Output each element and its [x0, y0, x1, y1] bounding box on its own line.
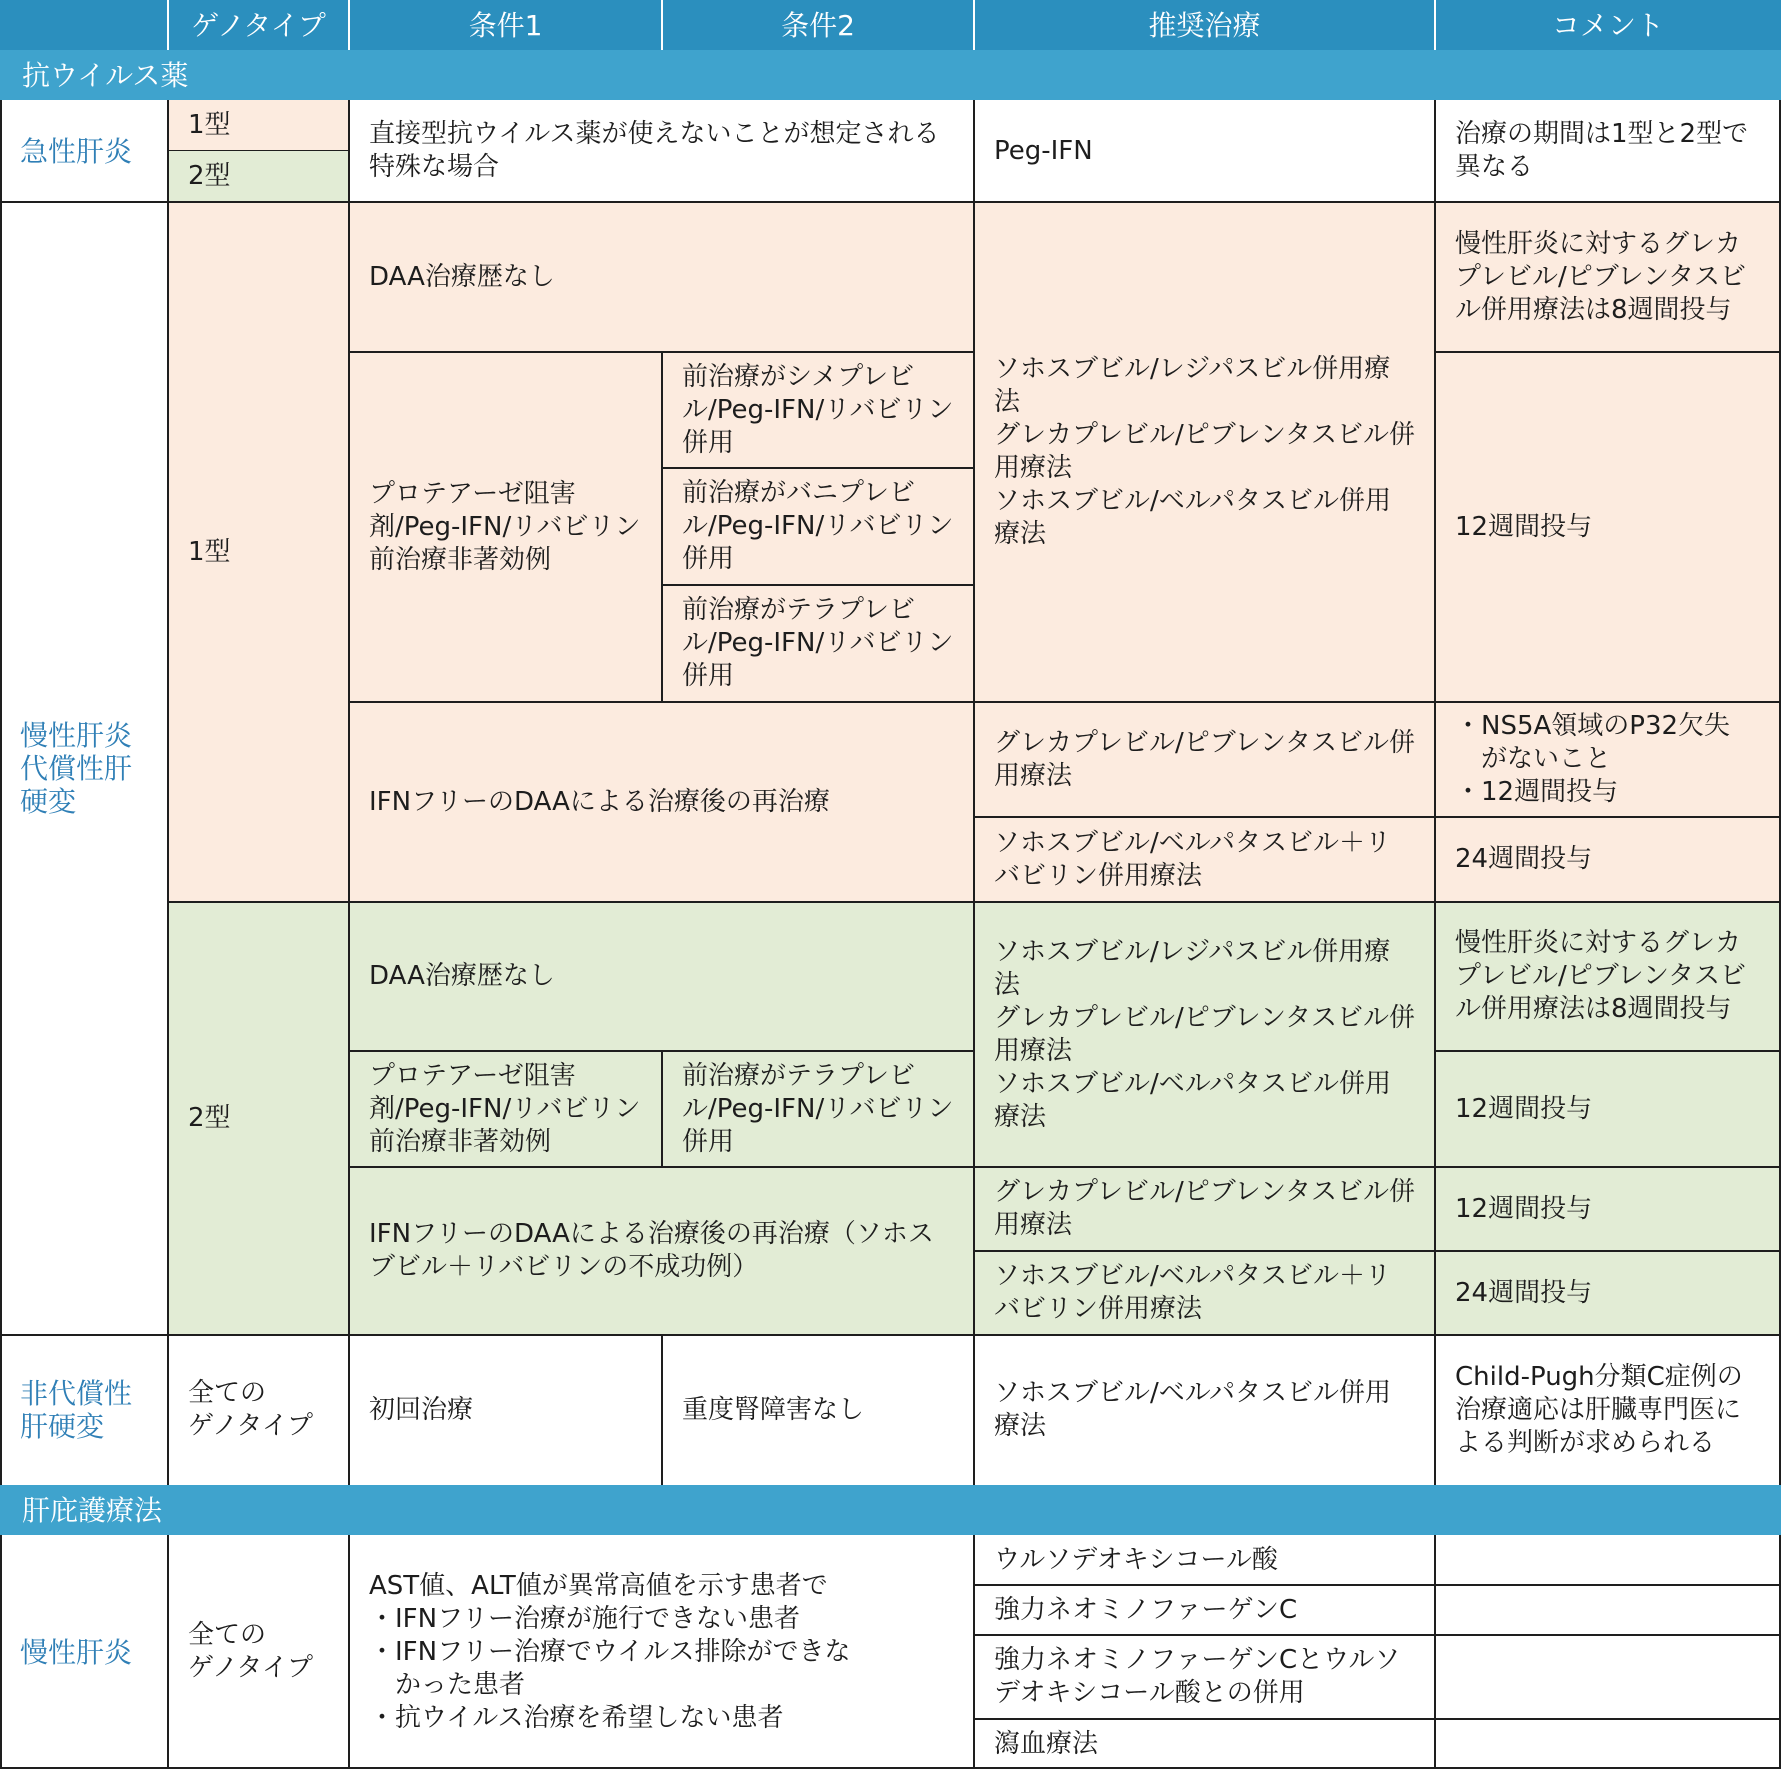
protect-treatment-snmc: 強力ネオミノファーゲンC: [974, 1585, 1435, 1635]
grid-line: [1435, 1050, 1781, 1052]
disease-acute-hepatitis: 急性肝炎: [0, 100, 168, 202]
grid-line: [662, 467, 974, 469]
g2-retreatment-treatment-2: ソホスブビル/ベルパタスビル＋リバビリン併用療法: [974, 1251, 1435, 1335]
acute-genotype-1: 1型: [168, 100, 349, 151]
g1-pi-comment: 12週間投与: [1435, 352, 1781, 702]
grid-line: [973, 1535, 975, 1769]
grid-line: [348, 1535, 350, 1769]
protect-treatment-ursodeoxycholic: ウルソデオキシコール酸: [974, 1535, 1435, 1585]
acute-treatment: Peg-IFN: [974, 100, 1435, 202]
disease-chronic-hepatitis-protect: 慢性肝炎: [0, 1535, 168, 1769]
grid-line: [167, 100, 169, 1485]
protect-treatment-combination: 強力ネオミノファーゲンCとウルソデオキシコール酸との併用: [974, 1635, 1435, 1719]
g2-naive-condition: DAA治療歴なし: [349, 902, 974, 1051]
g2-prior-telaprevir: 前治療がテラプレビル/Peg-IFN/リバビリン併用: [662, 1051, 974, 1167]
g2-retreatment-treatment-1: グレカプレビル/ピブレンタスビル併用療法: [974, 1167, 1435, 1251]
grid-line: [0, 201, 1781, 203]
section-liver-protection: 肝庇護療法: [0, 1485, 1781, 1535]
g1-retreatment-treatment-1: グレカプレビル/ピブレンタスビル併用療法: [974, 702, 1435, 817]
decomp-comment: Child-Pugh分類C症例の治療適応は肝臓専門医による判断が求められる: [1435, 1335, 1781, 1485]
g2-naive-comment: 慢性肝炎に対するグレカプレビル/ピブレンタスビル併用療法は8週間投与: [1435, 902, 1781, 1051]
g2-retreatment-comment-2: 24週間投与: [1435, 1251, 1781, 1335]
decomp-condition-2: 重度腎障害なし: [662, 1335, 974, 1485]
g2-pi-comment: 12週間投与: [1435, 1051, 1781, 1167]
grid-line: [349, 1166, 1781, 1168]
grid-line: [1435, 351, 1781, 353]
g1-retreatment-condition: IFNフリーのDAAによる治療後の再治療: [349, 702, 974, 902]
section-antiviral-drugs: 抗ウイルス薬: [0, 50, 1781, 100]
grid-line: [1434, 100, 1436, 1485]
grid-line: [974, 1250, 1781, 1252]
disease-chronic-compensated: 慢性肝炎 代償性肝 硬変: [0, 202, 168, 1335]
g1-pi-failure-condition: プロテアーゼ阻害剤/Peg-IFN/リバビリン前治療非著効例: [349, 352, 662, 702]
g1-retreatment-comment-2: 24週間投与: [1435, 817, 1781, 902]
grid-line: [661, 1335, 663, 1485]
g2-pi-failure-condition: プロテアーゼ阻害剤/Peg-IFN/リバビリン前治療非著効例: [349, 1051, 662, 1167]
g2-retreatment-comment-1: 12週間投与: [1435, 1167, 1781, 1251]
g2-main-treatment: ソホスブビル/レジパスビル併用療法 グレカプレビル/ピブレンタスビル併用療法 ソホスブビル/ベルパタスビル併用療法: [974, 902, 1435, 1167]
acute-genotype-2: 2型: [168, 151, 349, 202]
header-divider: [973, 0, 975, 50]
grid-line: [167, 1535, 169, 1769]
grid-line: [348, 100, 350, 1485]
header-divider: [167, 0, 169, 50]
g2-retreatment-condition: IFNフリーのDAAによる治療後の再治療（ソホスブビル＋リバビリンの不成功例）: [349, 1167, 974, 1335]
protect-comment-4: [1435, 1719, 1781, 1769]
chronic-genotype-2: 2型: [168, 902, 349, 1335]
protect-comment-2: [1435, 1585, 1781, 1635]
g1-prior-simeprevir: 前治療がシメプレビル/Peg-IFN/リバビリン併用: [662, 352, 974, 468]
header-condition-2: 条件2: [662, 0, 974, 50]
g1-naive-condition: DAA治療歴なし: [349, 202, 974, 352]
header-genotype: ゲノタイプ: [168, 0, 349, 50]
grid-line: [661, 352, 663, 702]
g1-naive-comment: 慢性肝炎に対するグレカプレビル/ピブレンタスビル併用療法は8週間投与: [1435, 202, 1781, 352]
g1-retreatment-comment-1: ・NS5A領域のP32欠失 がないこと ・12週間投与: [1435, 702, 1781, 817]
grid-line: [0, 100, 2, 1485]
g1-retreatment-treatment-2: ソホスブビル/ベルパタスビル＋リバビリン併用療法: [974, 817, 1435, 902]
grid-line: [0, 1535, 2, 1769]
grid-line: [974, 816, 1781, 818]
grid-line: [974, 1718, 1781, 1720]
decomp-genotype: 全ての ゲノタイプ: [168, 1335, 349, 1485]
acute-condition: 直接型抗ウイルス薬が使えないことが想定される特殊な場合: [349, 100, 974, 202]
grid-line: [974, 1584, 1781, 1586]
g1-prior-vaniprevir: 前治療がバニプレビル/Peg-IFN/リバビリン併用: [662, 468, 974, 585]
protect-condition: AST値、ALT値が異常高値を示す患者で ・IFNフリー治療が施行できない患者 ・IFNフリー治療でウイルス排除ができな かった患者 ・抗ウイルス治療を希望しない患者: [349, 1535, 974, 1769]
g1-main-treatment: ソホスブビル/レジパスビル併用療法 グレカプレビル/ピブレンタスビル併用療法 ソホスブビル/ベルパタスビル併用療法: [974, 202, 1435, 702]
header-divider: [661, 0, 663, 50]
header-condition-1: 条件1: [349, 0, 662, 50]
header-comment: コメント: [1435, 0, 1781, 50]
decomp-treatment: ソホスブビル/ベルパタスビル併用療法: [974, 1335, 1435, 1485]
grid-line: [349, 701, 1781, 703]
grid-line: [974, 1634, 1781, 1636]
grid-line: [973, 100, 975, 1485]
header-recommended-treatment: 推奨治療: [974, 0, 1435, 50]
g1-prior-telaprevir: 前治療がテラプレビル/Peg-IFN/リバビリン併用: [662, 585, 974, 702]
grid-line: [662, 584, 974, 586]
disease-decompensated-cirrhosis: 非代償性 肝硬変: [0, 1335, 168, 1485]
decomp-condition-1: 初回治療: [349, 1335, 662, 1485]
protect-comment-3: [1435, 1635, 1781, 1719]
grid-line: [168, 150, 349, 151]
grid-line: [661, 1051, 663, 1167]
grid-line: [0, 1334, 1781, 1336]
acute-comment: 治療の期間は1型と2型で異なる: [1435, 100, 1781, 202]
protect-treatment-phlebotomy: 瀉血療法: [974, 1719, 1435, 1769]
grid-line: [1434, 1535, 1436, 1769]
header-divider: [348, 0, 350, 50]
header-corner: [0, 0, 168, 50]
protect-genotype: 全ての ゲノタイプ: [168, 1535, 349, 1769]
protect-comment-1: [1435, 1535, 1781, 1585]
chronic-genotype-1: 1型: [168, 202, 349, 902]
header-divider: [1434, 0, 1436, 50]
